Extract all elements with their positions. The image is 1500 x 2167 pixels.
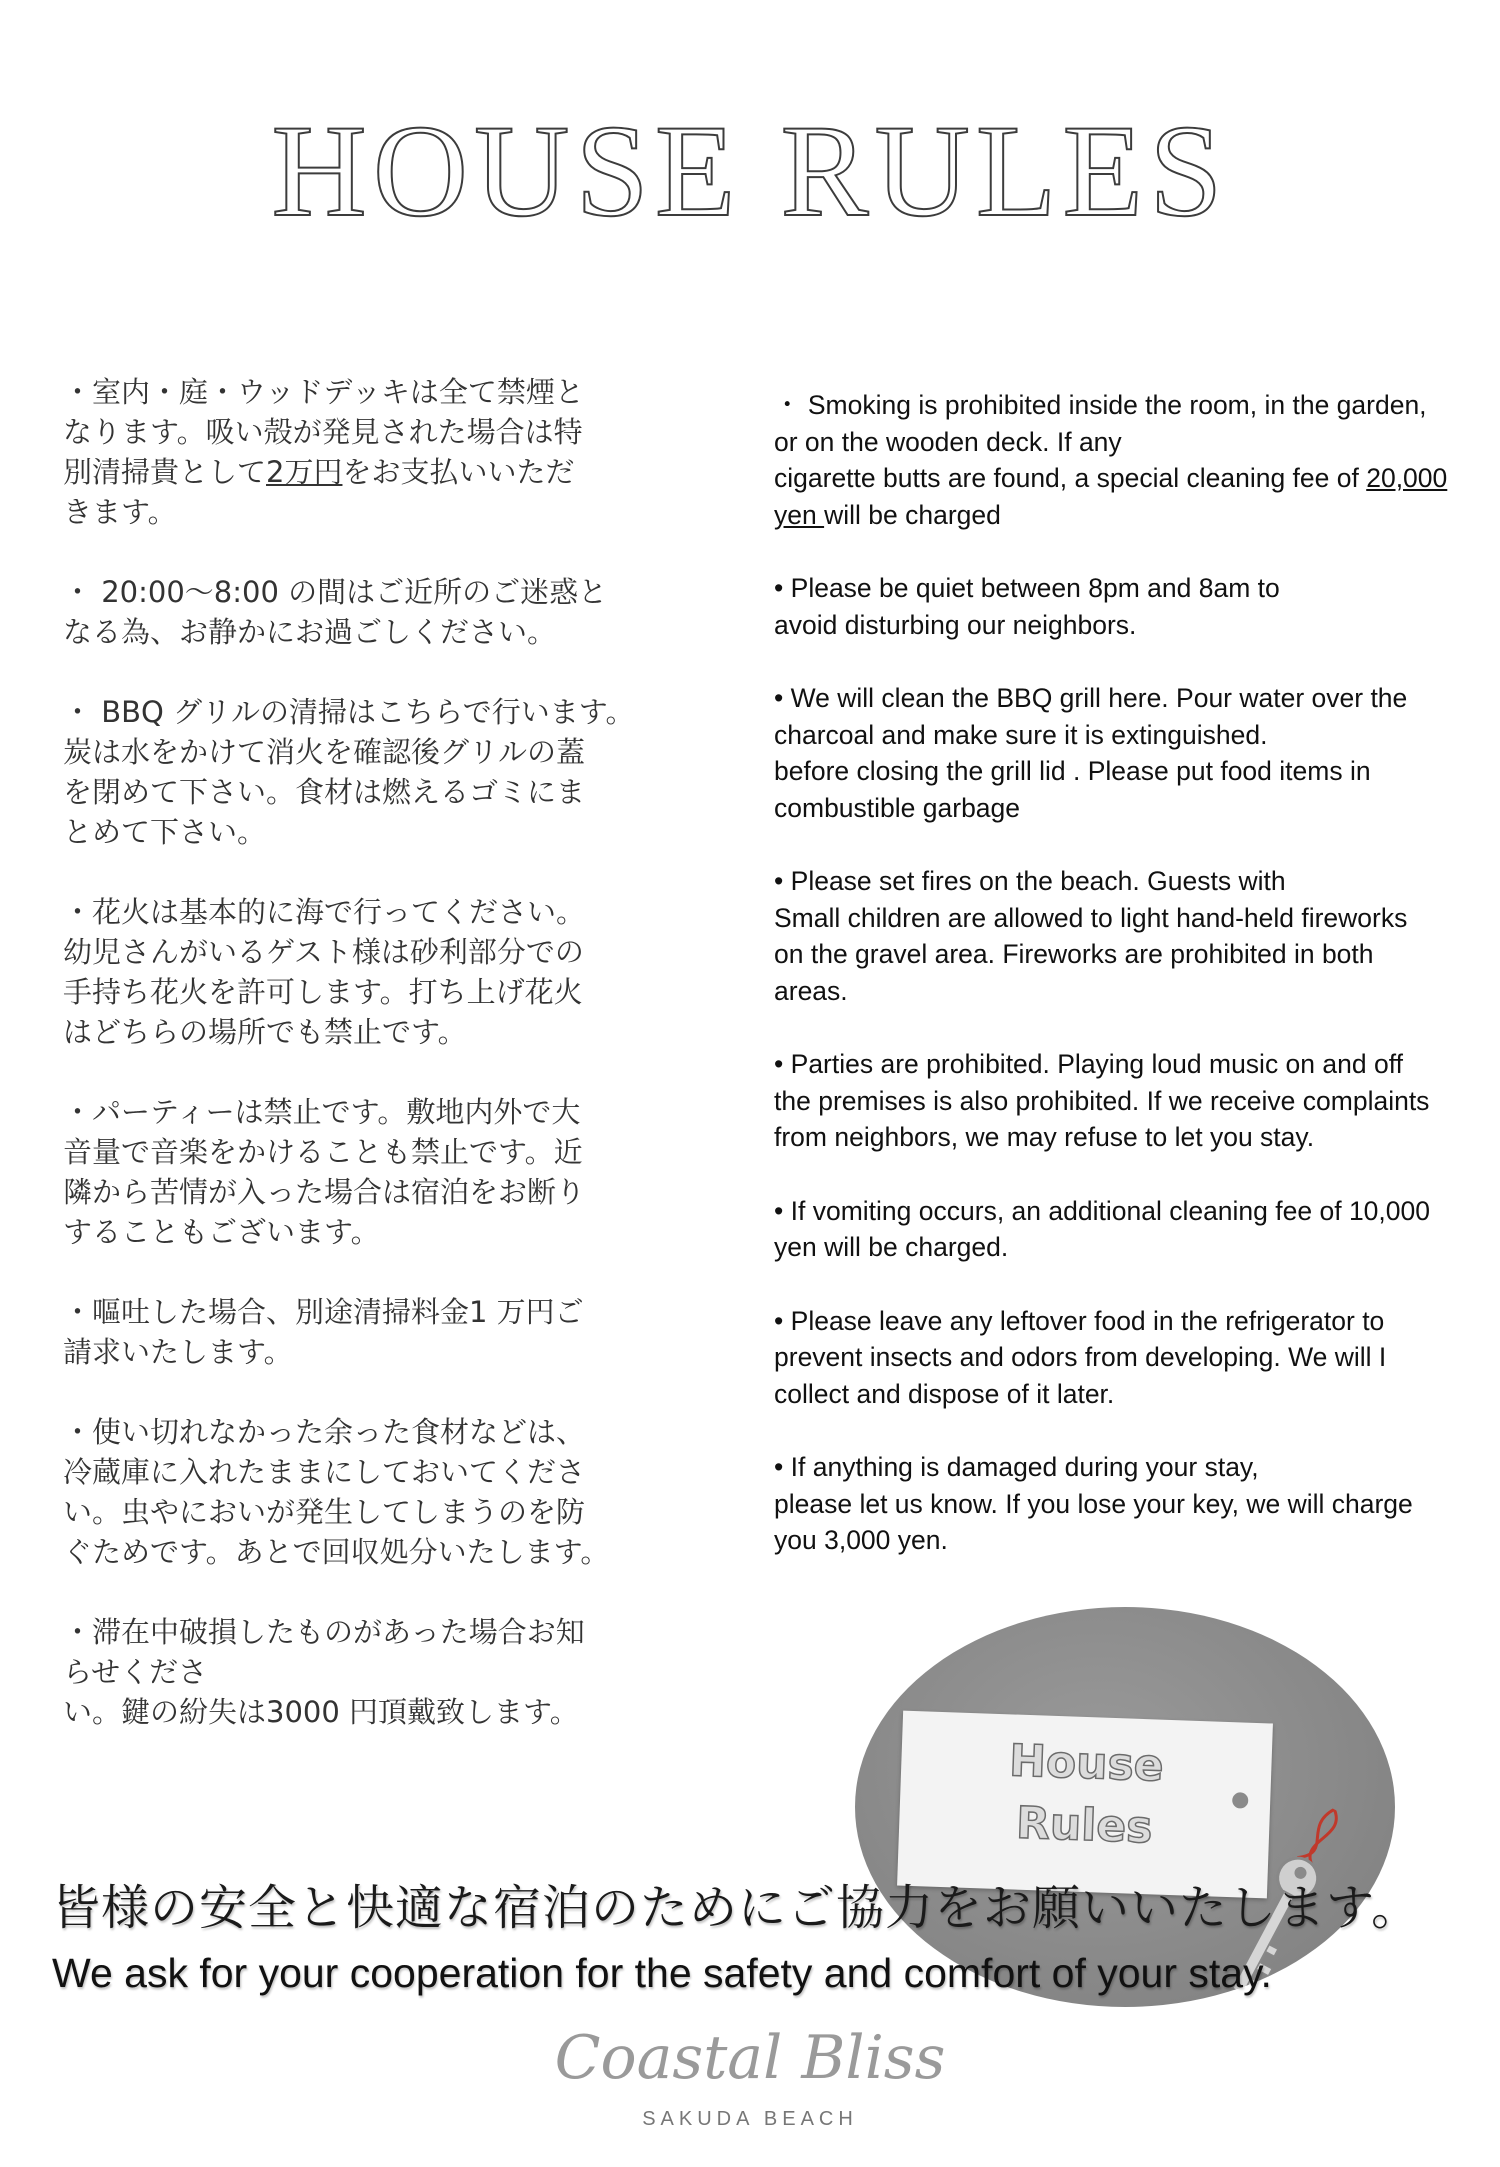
rule-en-smoking-tail: will be charged (824, 499, 1001, 530)
logo-location: SAKUDA BEACH (642, 2108, 858, 2130)
logo-wordmark: Coastal Bliss (554, 2023, 946, 2093)
rule-jp-quiet: ・ 20:00～8:00 の間はご近所のご迷惑と なる為、お静かにお過ごしください。 (63, 575, 608, 649)
rule-jp-damage: ・滞在中破損したものがあった場合お知 らせくださ い。鍵の紛失は3000 円頂戴致します。 (63, 1615, 585, 1729)
rule-jp-smoking-tail: をお支払いいただ きます。 (63, 455, 575, 529)
rule-en-quiet: • Please be quiet between 8pm and 8am to avoid disturbing our neighbors. (774, 573, 1280, 640)
rule-en-smoking-fee: 20,000 yen (774, 463, 1448, 530)
page-title: HOUSE RULES (271, 97, 1229, 244)
rule-jp-smoking (63, 372, 703, 532)
rule-en-vomiting: • If vomiting occurs, an additional cleaning fee of 10,000 yen will be charged. (774, 1195, 1430, 1262)
tag-text (898, 1727, 1272, 1864)
rule-jp-bbq: ・ BBQ グリルの清掃はこちらで行います。 炭は水をかけて消火を確認後グリルの蓋 を閉めて下さい。食材は燃えるゴミにま とめて下さい。 (63, 695, 635, 849)
footer-message-jp: 皆様の安全と快適な宿泊のためにご協力をお願いいたします。 (52, 1880, 1421, 1936)
rule-jp-leftover-food: ・使い切れなかった余った食材などは、 冷蔵庫に入れたままにしておいてくださ い。虫やにおいが発生してしまうのを防 ぐためです。あとで回収処分いたします。 (63, 1415, 610, 1569)
footer-message-en: We ask for your cooperation for the safety and comfort of your stay. (52, 1950, 1272, 1996)
rules-japanese (63, 372, 703, 1772)
rule-jp-vomiting: ・嘔吐した場合、別途清掃料金1 万円ご 請求いたします。 (63, 1295, 584, 1369)
rules-english (774, 387, 1494, 1596)
tag-line-1: House (1008, 1735, 1165, 1792)
rule-jp-smoking-text: ・室内・庭・ウッドデッキは全て禁煙と なります。吸い殻が発見された場合は特 別清掃貴として (63, 375, 584, 489)
rule-jp-fireworks: ・花火は基本的に海で行ってください。 幼児さんがいるゲスト様は砂利部分での 手持ち花火を許可します。打ち上げ花火 はどちらの場所でも禁止です。 (63, 895, 586, 1049)
house-rules-tag (897, 1711, 1273, 1899)
rule-en-leftover-food: • Please leave any leftover food in the refrigerator to prevent insects and odors from developing. We will I collect and dispose of it later. (774, 1305, 1387, 1409)
rule-en-bbq: • We will clean the BBQ grill here. Pour water over the charcoal and make sure it is extinguished. before closing the grill lid . Please put food items in combustible garbage (774, 683, 1408, 823)
rule-jp-parties: ・パーティーは禁止です。敷地内外で大 音量で音楽をかけることも禁止です。近 隣から苦情が入った場合は宿泊をお断り することもございます。 (63, 1095, 586, 1249)
rule-en-damage: • If anything is damaged during your stay, please let us know. If you lose your key, we will charge you 3,000 yen. (774, 1452, 1413, 1555)
rule-en-parties: • Parties are prohibited. Playing loud music on and off the premises is also prohibited. If we receive complaints from neighbors, we may refuse to let you stay. (774, 1049, 1430, 1152)
tag-line-2: Rules (1015, 1797, 1154, 1854)
rule-en-smoking-text: ・ Smoking is prohibited inside the room, in the garden, or on the wooden deck. If any cigarette butts are found, a special cleaning fee of (774, 390, 1427, 493)
rule-jp-smoking-fee: 2万円 (266, 455, 343, 489)
rule-en-fireworks: • Please set fires on the beach. Guests with Small children are allowed to light hand-held fireworks on the gravel area. Fireworks are prohibited in both areas. (774, 866, 1408, 1006)
rule-en-smoking (774, 387, 1494, 533)
